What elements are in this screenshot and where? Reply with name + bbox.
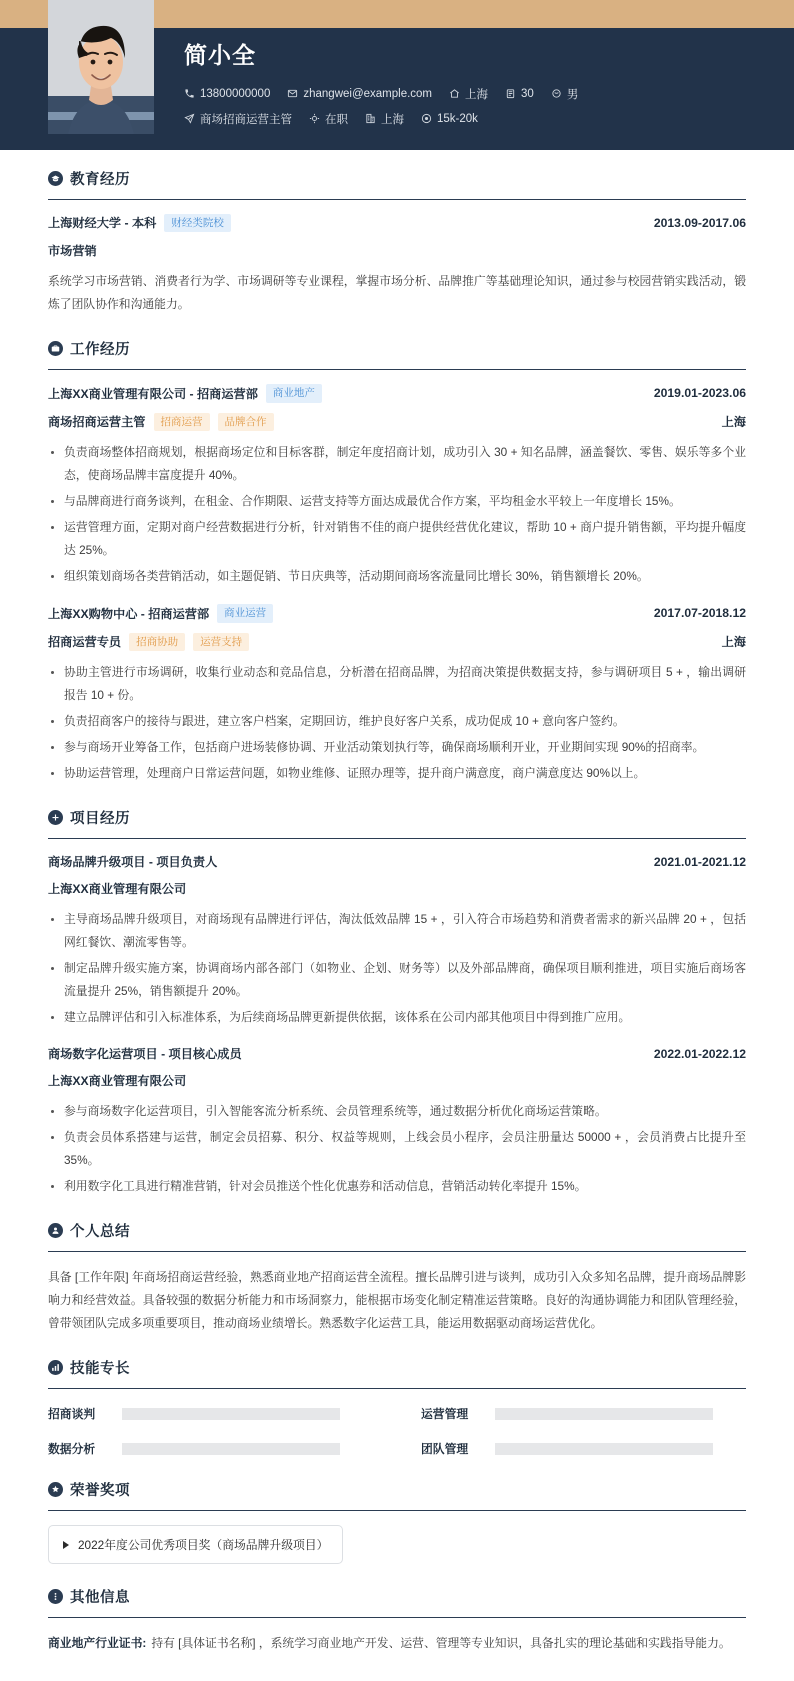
section-divider bbox=[48, 1388, 746, 1389]
company-tag: 商业地产 bbox=[266, 384, 322, 403]
job-title: 商场招商运营主管 bbox=[48, 415, 146, 430]
project-name: 商场品牌升级项目 - 项目负责人 bbox=[48, 855, 218, 870]
skill-label: 团队管理 bbox=[421, 1442, 469, 1457]
project-company: 上海XX商业管理有限公司 bbox=[48, 882, 187, 897]
skill-item bbox=[421, 1405, 746, 1422]
bullet-item: 参与商场开业筹备工作，包括商户进场装修协调、开业活动策划执行等，确保商场顺利开业，开业期间实现 90%的招商率。 bbox=[48, 736, 746, 759]
job-target bbox=[184, 111, 292, 127]
section-skills bbox=[48, 1357, 746, 1457]
work-entry-line-role bbox=[48, 413, 746, 432]
resume-body bbox=[0, 168, 794, 1681]
work-location: 上海 bbox=[721, 415, 746, 430]
skill-label: 招商谈判 bbox=[48, 1407, 96, 1422]
section-honors bbox=[48, 1479, 746, 1564]
section-skills-title: 技能专长 bbox=[70, 1361, 130, 1378]
work-entry bbox=[48, 604, 746, 785]
section-other bbox=[48, 1586, 746, 1655]
section-other-head bbox=[48, 1586, 746, 1617]
gender-icon bbox=[551, 88, 562, 99]
section-projects-title: 项目经历 bbox=[70, 811, 130, 828]
project-date: 2021.01-2021.12 bbox=[653, 854, 746, 869]
bullet-item: 制定品牌升级实施方案，协调商场内部各部门（如物业、企划、财务等）以及外部品牌商，确保项目顺利推进，项目实施后商场客流量提升 25%，销售额提升 20%。 bbox=[48, 957, 746, 1003]
section-skills-head bbox=[48, 1357, 746, 1388]
company-tag: 商业运营 bbox=[217, 604, 273, 623]
project-icon bbox=[48, 810, 63, 825]
school-name: 上海财经大学 - 本科 bbox=[48, 216, 157, 231]
education-major: 市场营销 bbox=[48, 244, 97, 259]
salary-icon bbox=[421, 113, 432, 124]
skill-track bbox=[495, 1443, 713, 1455]
bullet-item: 负责会员体系搭建与运营，制定会员招募、积分、权益等规则，上线会员小程序，会员注册量达 50000 + ，会员消费占比提升至 35%。 bbox=[48, 1126, 746, 1172]
work-role-left bbox=[48, 413, 274, 432]
job-salary bbox=[421, 113, 478, 125]
section-divider bbox=[48, 369, 746, 370]
work-company-left bbox=[48, 384, 322, 403]
section-honors-title: 荣誉奖项 bbox=[70, 1483, 130, 1500]
contact-gender bbox=[551, 86, 579, 102]
section-work bbox=[48, 338, 746, 785]
job-status-text: 在职 bbox=[325, 113, 348, 126]
skills-grid bbox=[48, 1403, 746, 1457]
contact-row bbox=[184, 86, 794, 102]
section-summary-head bbox=[48, 1220, 746, 1251]
work-bullets bbox=[48, 441, 746, 588]
bullet-item: 主导商场品牌升级项目，对商场现有品牌进行评估，淘汰低效品牌 15 + ，引入符合市场趋势和消费者需求的新兴品牌 20 + ，包括网红餐饮、潮流零售等。 bbox=[48, 908, 746, 954]
city-icon bbox=[365, 113, 376, 124]
section-divider bbox=[48, 1251, 746, 1252]
section-summary bbox=[48, 1220, 746, 1335]
section-divider bbox=[48, 199, 746, 200]
education-icon bbox=[48, 171, 63, 186]
education-entry-left bbox=[48, 214, 231, 233]
work-entry-line-role bbox=[48, 633, 746, 652]
project-bullets bbox=[48, 1100, 746, 1198]
role-tag: 运营支持 bbox=[193, 633, 249, 652]
honor-item[interactable] bbox=[48, 1525, 343, 1564]
other-item bbox=[48, 1632, 746, 1655]
bullet-item: 组织策划商场各类营销活动，如主题促销、节日庆典等，活动期间商场客流量同比增长 30%，销售额增长 20%。 bbox=[48, 565, 746, 588]
contact-gender-text: 男 bbox=[566, 88, 579, 101]
project-entry-line bbox=[48, 853, 746, 870]
work-entry-line-company bbox=[48, 384, 746, 403]
contact-age-text: 30 bbox=[521, 87, 534, 100]
role-tag: 招商运营 bbox=[154, 413, 210, 432]
honor-text: 2022年度公司优秀项目奖（商场品牌升级项目） bbox=[78, 1538, 329, 1553]
section-summary-title: 个人总结 bbox=[70, 1224, 130, 1241]
bullet-item: 参与商场数字化运营项目，引入智能客流分析系统、会员管理系统等，通过数据分析优化商场运营策略。 bbox=[48, 1100, 746, 1123]
phone-icon bbox=[184, 88, 195, 99]
section-projects-head bbox=[48, 807, 746, 838]
target-icon bbox=[184, 113, 195, 124]
resume-header bbox=[0, 28, 794, 150]
work-entry bbox=[48, 384, 746, 588]
work-company-left bbox=[48, 604, 273, 623]
section-work-head bbox=[48, 338, 746, 369]
skill-item bbox=[48, 1405, 373, 1422]
section-divider bbox=[48, 838, 746, 839]
skill-label: 运营管理 bbox=[421, 1407, 469, 1422]
bullet-item: 运营管理方面，定期对商户经营数据进行分析，针对销售不佳的商户提供经营优化建议，帮助 10 + 商户提升销售额，平均提升幅度达 25%。 bbox=[48, 516, 746, 562]
project-name: 商场数字化运营项目 - 项目核心成员 bbox=[48, 1047, 242, 1062]
contact-phone-text: 13800000000 bbox=[200, 87, 271, 100]
job-city-text: 上海 bbox=[381, 113, 404, 126]
work-role-left bbox=[48, 633, 249, 652]
other-icon bbox=[48, 1589, 63, 1604]
contact-hometown-text: 上海 bbox=[465, 88, 489, 101]
contact-email bbox=[287, 88, 432, 100]
job-title: 招商运营专员 bbox=[48, 635, 122, 650]
summary-text: 具备 [工作年限] 年商场招商运营经验，熟悉商业地产招商运营全流程。擅长品牌引进与谈判，成功引入众多知名品牌，提升商场品牌影响力和经营效益。具备较强的数据分析能力和市场洞察力，能根据市场变化制定精准运营策略。良好的沟通协调能力和团队管理经验，曾带领团队完成多项重要项目，推动商场业绩增长。熟悉数字化运营工具，能运用数据驱动商场运营优化。 bbox=[48, 1270, 746, 1331]
skill-track bbox=[122, 1408, 340, 1420]
section-education-head bbox=[48, 168, 746, 199]
work-location: 上海 bbox=[721, 635, 746, 650]
bullet-item: 协助运营管理，处理商户日常运营问题，如物业维修、证照办理等，提升商户满意度，商户满意度达 90%以上。 bbox=[48, 762, 746, 785]
project-entry bbox=[48, 1045, 746, 1198]
skill-track bbox=[495, 1408, 713, 1420]
skill-item bbox=[421, 1440, 746, 1457]
home-icon bbox=[449, 88, 460, 99]
contact-age bbox=[505, 88, 534, 100]
other-value: 持有 [具体证书名称] ，系统学习商业地产开发、运营、管理等专业知识，具备扎实的理论基础和实践指导能力。 bbox=[151, 1636, 731, 1651]
company-name: 上海XX商业管理有限公司 - 招商运营部 bbox=[48, 386, 258, 401]
education-entry bbox=[48, 214, 746, 317]
contact-email-text: zhangwei@example.com bbox=[303, 87, 433, 100]
section-honors-head bbox=[48, 1479, 746, 1510]
work-icon bbox=[48, 341, 63, 356]
email-icon bbox=[287, 88, 298, 99]
bullet-item: 协助主管进行市场调研，收集行业动态和竞品信息，分析潜在招商品牌，为招商决策提供数据支持，参与调研项目 5 + ，输出调研报告 10 + 份。 bbox=[48, 661, 746, 707]
education-entry-line bbox=[48, 214, 746, 233]
job-salary-text: 15k-20k bbox=[437, 112, 478, 125]
skill-track bbox=[122, 1443, 340, 1455]
section-work-title: 工作经历 bbox=[70, 342, 130, 359]
honor-icon bbox=[48, 1482, 63, 1497]
section-divider bbox=[48, 1617, 746, 1618]
work-date: 2019.01-2023.06 bbox=[653, 386, 746, 401]
job-meta-row bbox=[184, 111, 794, 127]
job-status bbox=[309, 111, 348, 127]
section-projects bbox=[48, 807, 746, 1198]
section-education bbox=[48, 168, 746, 317]
other-label: 商业地产行业证书: bbox=[48, 1636, 147, 1651]
work-date: 2017.07-2018.12 bbox=[653, 606, 746, 621]
project-entry bbox=[48, 853, 746, 1029]
role-tag: 招商协助 bbox=[129, 633, 185, 652]
contact-hometown bbox=[449, 86, 488, 102]
section-divider bbox=[48, 1510, 746, 1511]
person-icon bbox=[48, 1223, 63, 1238]
candidate-name: 简小全 bbox=[184, 42, 256, 68]
bullet-item: 建立品牌评估和引入标准体系，为后续商场品牌更新提供依据，该体系在公司内部其他项目中得到推广应用。 bbox=[48, 1006, 746, 1029]
project-bullets bbox=[48, 908, 746, 1029]
job-city bbox=[365, 111, 404, 127]
bullet-item: 负责招商客户的接待与跟进，建立客户档案，定期回访，维护良好客户关系，成功促成 10 + 意向客户签约。 bbox=[48, 710, 746, 733]
age-icon bbox=[505, 88, 516, 99]
skill-icon bbox=[48, 1360, 63, 1375]
bullet-item: 与品牌商进行商务谈判，在租金、合作期限、运营支持等方面达成最优合作方案，平均租金水平较上一年度增长 15%。 bbox=[48, 490, 746, 513]
status-icon bbox=[309, 113, 320, 124]
project-entry-line bbox=[48, 1045, 746, 1062]
section-education-title: 教育经历 bbox=[70, 171, 130, 188]
work-bullets bbox=[48, 661, 746, 785]
skill-label: 数据分析 bbox=[48, 1442, 96, 1457]
bullet-item: 负责商场整体招商规划，根据商场定位和目标客群，制定年度招商计划，成功引入 30 + 知名品牌，涵盖餐饮、零售、娱乐等多个业态，使商场品牌丰富度提升 40%。 bbox=[48, 441, 746, 487]
section-other-title: 其他信息 bbox=[70, 1590, 130, 1607]
education-description: 系统学习市场营销、消费者行为学、市场调研等专业课程，掌握市场分析、品牌推广等基础理论知识，通过参与校园营销实践活动，锻炼了团队协作和沟通能力。 bbox=[48, 274, 746, 312]
role-tag: 品牌合作 bbox=[218, 413, 274, 432]
avatar bbox=[48, 0, 154, 134]
contact-phone bbox=[184, 88, 270, 100]
project-date: 2022.01-2022.12 bbox=[653, 1046, 746, 1061]
skill-item bbox=[48, 1440, 373, 1457]
school-tag: 财经类院校 bbox=[164, 214, 231, 233]
bullet-item: 利用数字化工具进行精准营销，针对会员推送个性化优惠券和活动信息，营销活动转化率提升 15%。 bbox=[48, 1175, 746, 1198]
header-info bbox=[154, 28, 794, 136]
education-date: 2013.09-2017.06 bbox=[653, 215, 746, 230]
expand-triangle-icon bbox=[63, 1541, 69, 1549]
company-name: 上海XX购物中心 - 招商运营部 bbox=[48, 606, 210, 621]
work-entry-line-company bbox=[48, 604, 746, 623]
job-target-text: 商场招商运营主管 bbox=[200, 113, 292, 126]
project-company: 上海XX商业管理有限公司 bbox=[48, 1074, 187, 1089]
